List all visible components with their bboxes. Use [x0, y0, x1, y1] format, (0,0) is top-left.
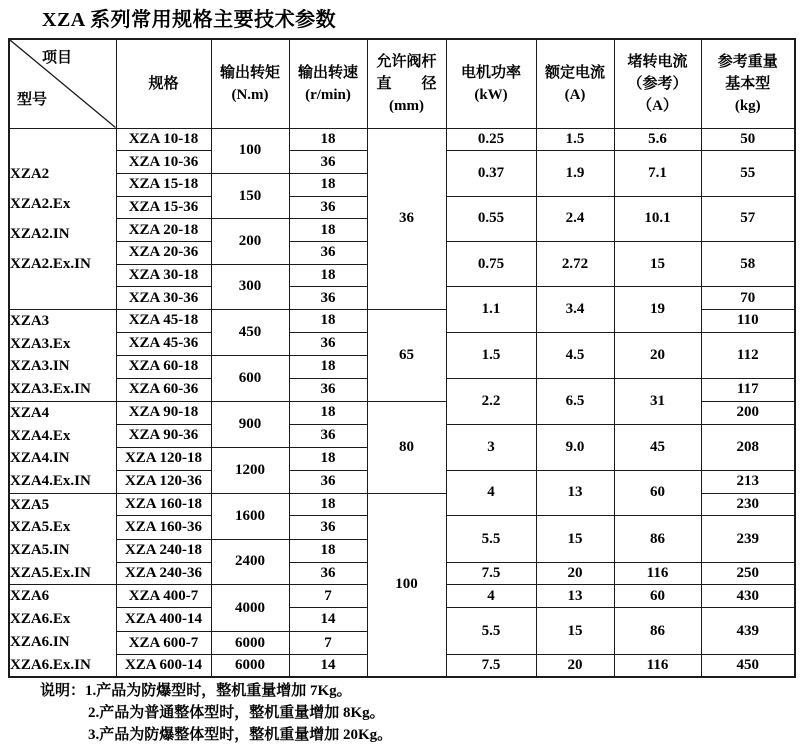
locked-cell: 20 — [614, 332, 701, 378]
speed-cell: 18 — [289, 173, 367, 196]
speed-cell: 36 — [289, 241, 367, 264]
speed-cell: 18 — [289, 264, 367, 287]
locked-cell: 86 — [614, 608, 701, 655]
spec-cell: XZA 160-36 — [116, 516, 211, 539]
speed-cell: 36 — [289, 196, 367, 219]
table-body — [9, 128, 795, 677]
weight-cell: 450 — [701, 655, 795, 678]
spec-cell: XZA 30-36 — [116, 287, 211, 310]
spec-cell: XZA 45-36 — [116, 332, 211, 355]
weight-cell: 58 — [701, 241, 795, 286]
speed-cell: 36 — [289, 424, 367, 447]
speed-cell: 18 — [289, 128, 367, 151]
power-cell: 0.55 — [446, 196, 536, 241]
current-cell: 1.5 — [536, 128, 614, 151]
torque-cell: 150 — [211, 173, 289, 218]
spec-cell: XZA 400-7 — [116, 585, 211, 608]
spec-cell: XZA 400-14 — [116, 608, 211, 632]
current-cell: 2.4 — [536, 196, 614, 241]
locked-cell: 19 — [614, 287, 701, 332]
weight-cell: 55 — [701, 151, 795, 196]
spec-cell: XZA 15-36 — [116, 196, 211, 219]
spec-cell: XZA 60-18 — [116, 355, 211, 378]
speed-cell: 36 — [289, 562, 367, 585]
torque-cell: 300 — [211, 264, 289, 309]
model-cell: XZA3 XZA3.Ex XZA3.IN XZA3.Ex.IN — [9, 310, 116, 402]
torque-cell: 4000 — [211, 585, 289, 632]
header-weight: 参考重量 基本型 (kg) — [701, 39, 795, 128]
spec-cell: XZA 60-36 — [116, 378, 211, 401]
power-cell: 1.5 — [446, 332, 536, 378]
header-power: 电机功率 (kW) — [446, 39, 536, 128]
weight-cell: 208 — [701, 424, 795, 470]
header-current: 额定电流 (A) — [536, 39, 614, 128]
power-cell: 5.5 — [446, 516, 536, 562]
speed-cell: 36 — [289, 516, 367, 539]
spec-cell: XZA 160-18 — [116, 493, 211, 516]
header-spec: 规格 — [116, 39, 211, 128]
weight-cell: 439 — [701, 608, 795, 655]
header-locked-current: 堵转电流 （参考） （A） — [614, 39, 701, 128]
model-cell: XZA4 XZA4.Ex XZA4.IN XZA4.Ex.IN — [9, 401, 116, 493]
speed-cell: 18 — [289, 539, 367, 562]
current-cell: 6.5 — [536, 378, 614, 424]
torque-cell: 1200 — [211, 447, 289, 493]
power-cell: 1.1 — [446, 287, 536, 332]
torque-cell: 2400 — [211, 539, 289, 585]
speed-cell: 36 — [289, 332, 367, 355]
power-cell: 5.5 — [446, 608, 536, 655]
spec-cell: XZA 600-14 — [116, 655, 211, 678]
torque-cell: 600 — [211, 355, 289, 401]
current-cell: 15 — [536, 608, 614, 655]
header-stem: 允许阀杆 直 径 (mm) — [367, 39, 446, 128]
power-cell: 4 — [446, 470, 536, 516]
weight-cell: 50 — [701, 128, 795, 151]
stem-cell: 100 — [367, 493, 446, 677]
speed-cell: 14 — [289, 655, 367, 678]
stem-cell: 36 — [367, 128, 446, 310]
spec-cell: XZA 120-18 — [116, 447, 211, 470]
speed-cell: 18 — [289, 493, 367, 516]
speed-cell: 14 — [289, 608, 367, 632]
spec-cell: XZA 45-18 — [116, 310, 211, 333]
note-item-3: 3.产品为防爆整体型时，整机重量增加 20Kg。 — [88, 727, 393, 743]
power-cell: 0.37 — [446, 151, 536, 196]
weight-cell: 430 — [701, 585, 795, 608]
torque-cell: 6000 — [211, 655, 289, 678]
speed-cell: 36 — [289, 151, 367, 174]
locked-cell: 5.6 — [614, 128, 701, 151]
spec-cell: XZA 30-18 — [116, 264, 211, 287]
current-cell: 20 — [536, 562, 614, 585]
spec-cell: XZA 120-36 — [116, 470, 211, 493]
spec-cell: XZA 15-18 — [116, 173, 211, 196]
speed-cell: 18 — [289, 401, 367, 424]
speed-cell: 36 — [289, 378, 367, 401]
header-torque: 输出转矩 (N.m) — [211, 39, 289, 128]
current-cell: 9.0 — [536, 424, 614, 470]
speed-cell: 7 — [289, 632, 367, 655]
spec-cell: XZA 240-36 — [116, 562, 211, 585]
weight-cell: 70 — [701, 287, 795, 310]
current-cell: 1.9 — [536, 151, 614, 196]
weight-cell: 57 — [701, 196, 795, 241]
spec-cell: XZA 90-18 — [116, 401, 211, 424]
header-row — [9, 39, 795, 128]
model-cell: XZA6 XZA6.Ex XZA6.IN XZA6.Ex.IN — [9, 585, 116, 677]
speed-cell: 18 — [289, 310, 367, 333]
spec-cell: XZA 600-7 — [116, 632, 211, 655]
power-cell: 7.5 — [446, 655, 536, 678]
current-cell: 13 — [536, 470, 614, 516]
current-cell: 3.4 — [536, 287, 614, 332]
weight-cell: 110 — [701, 310, 795, 333]
torque-cell: 6000 — [211, 632, 289, 655]
locked-cell: 45 — [614, 424, 701, 470]
weight-cell: 117 — [701, 378, 795, 401]
locked-cell: 7.1 — [614, 151, 701, 196]
locked-cell: 60 — [614, 470, 701, 516]
power-cell: 3 — [446, 424, 536, 470]
speed-cell: 18 — [289, 447, 367, 470]
current-cell: 13 — [536, 585, 614, 608]
note-item-2: 2.产品为普通整体型时，整机重量增加 8Kg。 — [88, 705, 385, 721]
speed-cell: 7 — [289, 585, 367, 608]
power-cell: 2.2 — [446, 378, 536, 424]
locked-cell: 31 — [614, 378, 701, 424]
power-cell: 4 — [446, 585, 536, 608]
weight-cell: 239 — [701, 516, 795, 562]
weight-cell: 112 — [701, 332, 795, 378]
spec-cell: XZA 10-36 — [116, 151, 211, 174]
note-item-1: 1.产品为防爆型时，整机重量增加 7Kg。 — [85, 683, 352, 699]
locked-cell: 116 — [614, 562, 701, 585]
spec-cell: XZA 20-36 — [116, 241, 211, 264]
current-cell: 15 — [536, 516, 614, 562]
torque-cell: 1600 — [211, 493, 289, 539]
header-speed: 输出转速 (r/min) — [289, 39, 367, 128]
locked-cell: 60 — [614, 585, 701, 608]
header-model-corner — [9, 39, 116, 128]
speed-cell: 36 — [289, 470, 367, 493]
speed-cell: 36 — [289, 287, 367, 310]
torque-cell: 100 — [211, 128, 289, 173]
spec-cell: XZA 20-18 — [116, 219, 211, 242]
spec-cell: XZA 240-18 — [116, 539, 211, 562]
speed-cell: 18 — [289, 219, 367, 242]
spec-cell: XZA 90-36 — [116, 424, 211, 447]
weight-cell: 230 — [701, 493, 795, 516]
corner-label-item: 项目 — [42, 50, 73, 66]
power-cell: 0.75 — [446, 241, 536, 286]
notes-label: 说明： — [40, 683, 86, 699]
stem-cell: 80 — [367, 401, 446, 493]
weight-cell: 250 — [701, 562, 795, 585]
spec-cell: XZA 10-18 — [116, 128, 211, 151]
power-cell: 0.25 — [446, 128, 536, 151]
page-title: XZA 系列常用规格主要技术参数 — [42, 9, 337, 31]
spec-table — [8, 38, 796, 678]
locked-cell: 116 — [614, 655, 701, 678]
locked-cell: 10.1 — [614, 196, 701, 241]
current-cell: 2.72 — [536, 241, 614, 286]
current-cell: 4.5 — [536, 332, 614, 378]
locked-cell: 86 — [614, 516, 701, 562]
power-cell: 7.5 — [446, 562, 536, 585]
current-cell: 20 — [536, 655, 614, 678]
torque-cell: 900 — [211, 401, 289, 447]
corner-label-model: 型号 — [17, 92, 48, 108]
torque-cell: 200 — [211, 219, 289, 264]
notes — [40, 680, 392, 746]
torque-cell: 450 — [211, 310, 289, 356]
locked-cell: 15 — [614, 241, 701, 286]
speed-cell: 18 — [289, 355, 367, 378]
note-line-1 — [40, 680, 392, 702]
stem-cell: 65 — [367, 310, 446, 402]
table-row — [9, 128, 795, 151]
model-cell: XZA5 XZA5.Ex XZA5.IN XZA5.Ex.IN — [9, 493, 116, 585]
model-cell: XZA2 XZA2.Ex XZA2.IN XZA2.Ex.IN — [9, 128, 116, 310]
weight-cell: 200 — [701, 401, 795, 424]
weight-cell: 213 — [701, 470, 795, 493]
